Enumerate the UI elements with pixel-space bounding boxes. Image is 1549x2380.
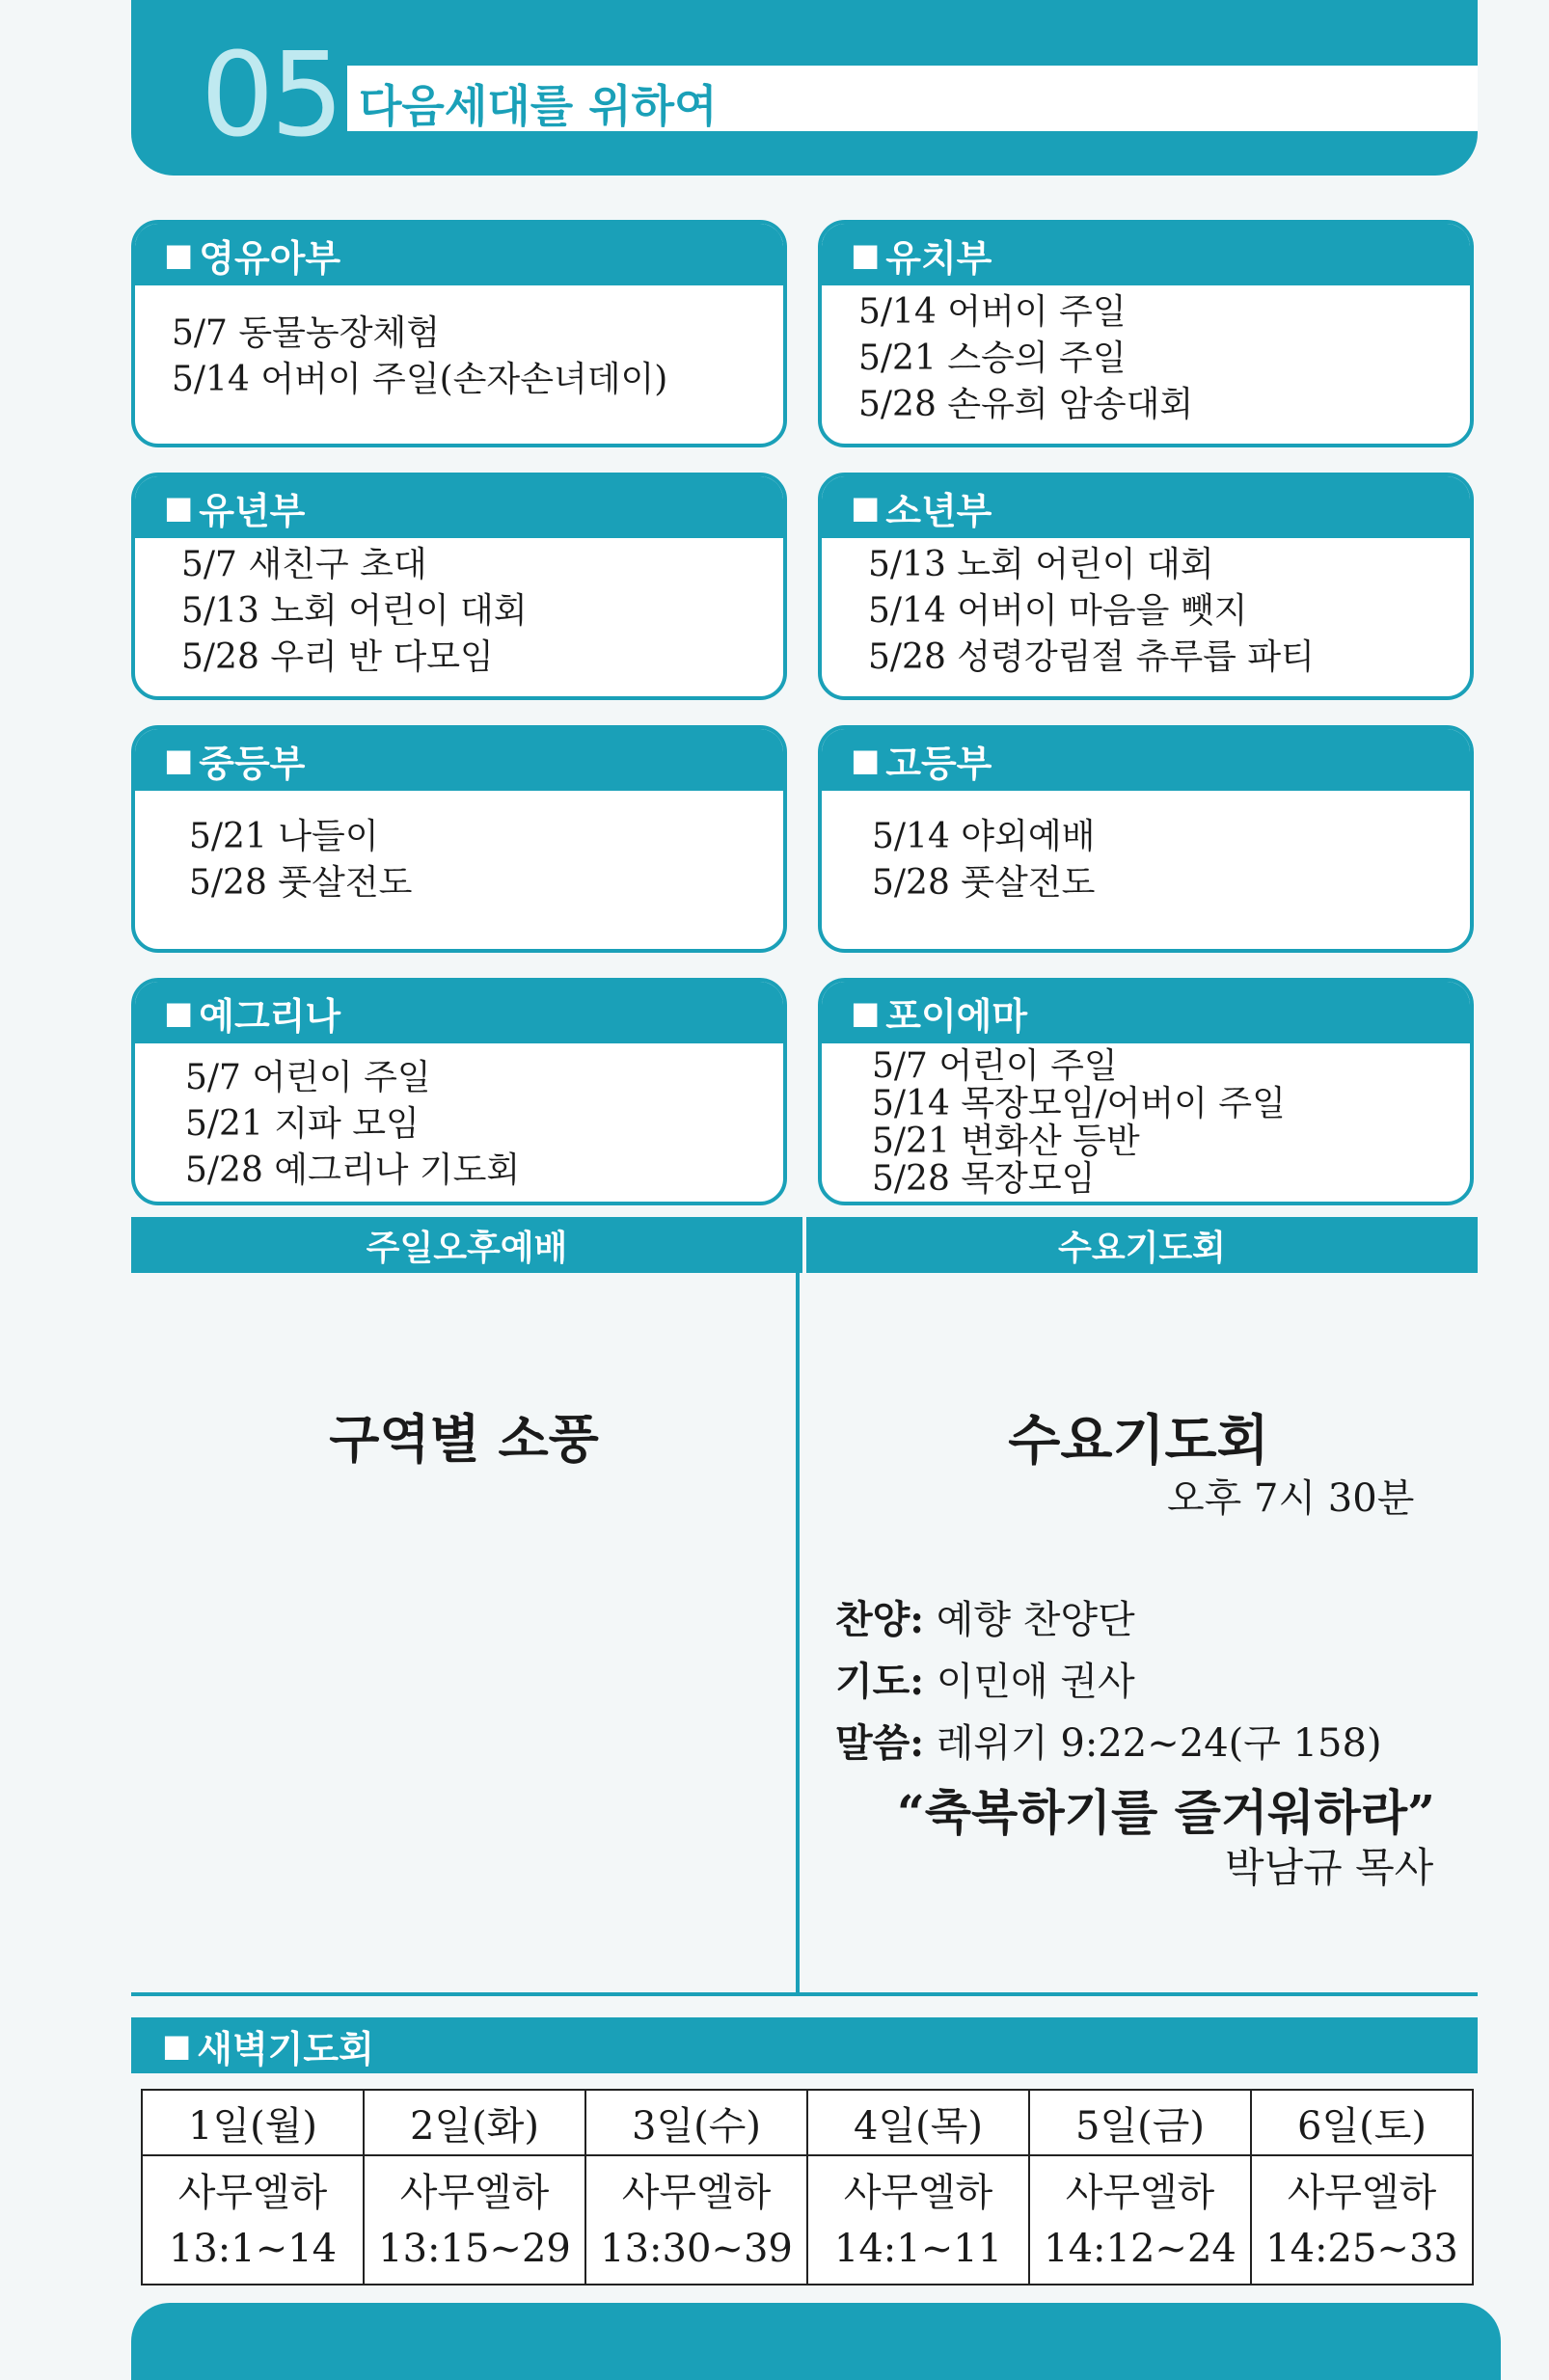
reading-book: 사무엘하 (621, 2171, 772, 2215)
dept-event: 5/7 어린이 주일 (185, 1058, 431, 1097)
dept-event: 5/21 변화산 등반 (872, 1122, 1140, 1161)
dept-title: 유치부 (885, 236, 992, 280)
square-bullet-icon: ■ (164, 742, 194, 778)
reading-ref: 13:30~39 (600, 2227, 793, 2271)
dept-event: 5/28 우리 반 다모임 (181, 637, 494, 677)
dept-title: 고등부 (885, 742, 992, 785)
dept-event: 5/14 어버이 주일(손자손녀데이) (172, 360, 668, 399)
day-cell: 4일(목) (807, 2090, 1029, 2155)
dept-title: 중등부 (199, 742, 306, 785)
service-header-bar (131, 1217, 1478, 1273)
table-row (142, 2155, 1473, 2285)
page-footer-band (131, 2303, 1501, 2380)
section-divider (131, 1992, 1478, 1996)
reading-ref: 13:1~14 (168, 2227, 338, 2271)
praise-label: 찬양: (835, 1597, 925, 1642)
dept-event: 5/14 어버이 주일 (858, 292, 1127, 332)
dawn-prayer-header (131, 2017, 1478, 2073)
sunday-content: 구역별 소풍 (329, 1408, 599, 1470)
square-bullet-icon: ■ (164, 236, 194, 273)
dept-event: 5/28 목장모임 (872, 1159, 1096, 1199)
dept-box-primary (131, 473, 787, 700)
wednesday-time: 오후 7시 30분 (1167, 1476, 1415, 1521)
day-cell: 3일(수) (585, 2090, 807, 2155)
prayer-value: 이민애 권사 (936, 1660, 1135, 1704)
day-cell: 1일(월) (142, 2090, 364, 2155)
reading-cell (807, 2155, 1029, 2285)
reading-ref: 14:25~33 (1265, 2227, 1458, 2271)
reading-cell (1251, 2155, 1473, 2285)
page-header (131, 0, 1478, 176)
section-number: 05 (201, 29, 340, 163)
dept-title: 예그리나 (199, 994, 341, 1038)
reading-book: 사무엘하 (399, 2171, 550, 2215)
dept-event: 5/28 성령강림절 츄루릅 파티 (868, 637, 1315, 677)
day-cell: 6일(토) (1251, 2090, 1473, 2155)
reading-book: 사무엘하 (1287, 2171, 1437, 2215)
dept-event: 5/21 나들이 (189, 817, 379, 856)
praise-row (835, 1589, 1135, 1644)
reading-ref: 14:12~24 (1044, 2227, 1236, 2271)
dept-box-middle (131, 725, 787, 953)
dept-title: 소년부 (885, 489, 992, 532)
dept-event: 5/28 예그리나 기도회 (185, 1150, 521, 1190)
square-bullet-icon: ■ (851, 994, 881, 1031)
dept-event: 5/7 새친구 초대 (181, 545, 427, 584)
reading-cell (142, 2155, 364, 2285)
dept-box-yegrina (131, 978, 787, 1205)
day-cell: 5일(금) (1029, 2090, 1251, 2155)
section-title-band (347, 66, 1478, 131)
square-bullet-icon: ■ (851, 742, 881, 778)
sunday-service-label: 주일오후예배 (366, 1228, 568, 1268)
dept-box-kindergarten (818, 220, 1474, 447)
dept-box-poiema (818, 978, 1474, 1205)
dept-event: 5/13 노회 어린이 대회 (181, 591, 528, 631)
dept-event: 5/28 풋살전도 (872, 863, 1096, 903)
praise-value: 예향 찬양단 (936, 1598, 1135, 1642)
reading-book: 사무엘하 (177, 2171, 328, 2215)
dept-event: 5/28 손유희 암송대회 (858, 385, 1194, 424)
reading-book: 사무엘하 (1065, 2171, 1215, 2215)
sermon-title: “축복하기를 즐거워하라” (897, 1784, 1435, 1841)
dept-title: 포이에마 (885, 994, 1028, 1038)
dept-event: 5/14 어버이 마음을 뺏지 (868, 591, 1248, 631)
dept-event: 5/21 스승의 주일 (858, 338, 1127, 378)
day-cell: 2일(화) (364, 2090, 585, 2155)
word-value: 레위기 9:22~24(구 158) (936, 1721, 1382, 1766)
square-bullet-icon: ■ (164, 994, 194, 1031)
dept-box-infant (131, 220, 787, 447)
dept-box-junior (818, 473, 1474, 700)
dept-event: 5/21 지파 모임 (185, 1104, 420, 1144)
dept-event: 5/28 풋살전도 (189, 863, 413, 903)
dept-title: 영유아부 (199, 236, 341, 280)
reading-ref: 14:1~11 (833, 2227, 1003, 2271)
column-divider (796, 1217, 800, 1996)
wednesday-title: 수요기도회 (1008, 1409, 1269, 1473)
dept-box-high (818, 725, 1474, 953)
word-row (835, 1713, 1382, 1768)
table-row (142, 2090, 1473, 2155)
dept-event: 5/14 목장모임/어버이 주일 (872, 1084, 1286, 1123)
word-label: 말씀: (835, 1720, 925, 1766)
dawn-prayer-label: 새벽기도회 (197, 2027, 374, 2070)
wednesday-service-label: 수요기도회 (1058, 1228, 1226, 1268)
preacher: 박남규 목사 (1225, 1844, 1434, 1891)
reading-book: 사무엘하 (843, 2171, 993, 2215)
dept-event: 5/13 노회 어린이 대회 (868, 545, 1214, 584)
reading-cell (364, 2155, 585, 2285)
square-bullet-icon: ■ (164, 489, 194, 526)
square-bullet-icon: ■ (851, 489, 881, 526)
prayer-label: 기도: (835, 1659, 925, 1704)
reading-cell (585, 2155, 807, 2285)
dept-event: 5/7 동물농장체험 (172, 313, 441, 353)
square-bullet-icon: ■ (851, 236, 881, 273)
section-title: 다음세대를 위하여 (359, 80, 718, 132)
square-bullet-icon: ■ (162, 2027, 192, 2064)
dept-title: 유년부 (199, 489, 306, 532)
reading-cell (1029, 2155, 1251, 2285)
dawn-prayer-table (141, 2089, 1474, 2285)
reading-ref: 13:15~29 (378, 2227, 571, 2271)
prayer-row (835, 1651, 1135, 1706)
dept-event: 5/7 어린이 주일 (872, 1046, 1118, 1086)
dept-event: 5/14 야외예배 (872, 817, 1096, 856)
